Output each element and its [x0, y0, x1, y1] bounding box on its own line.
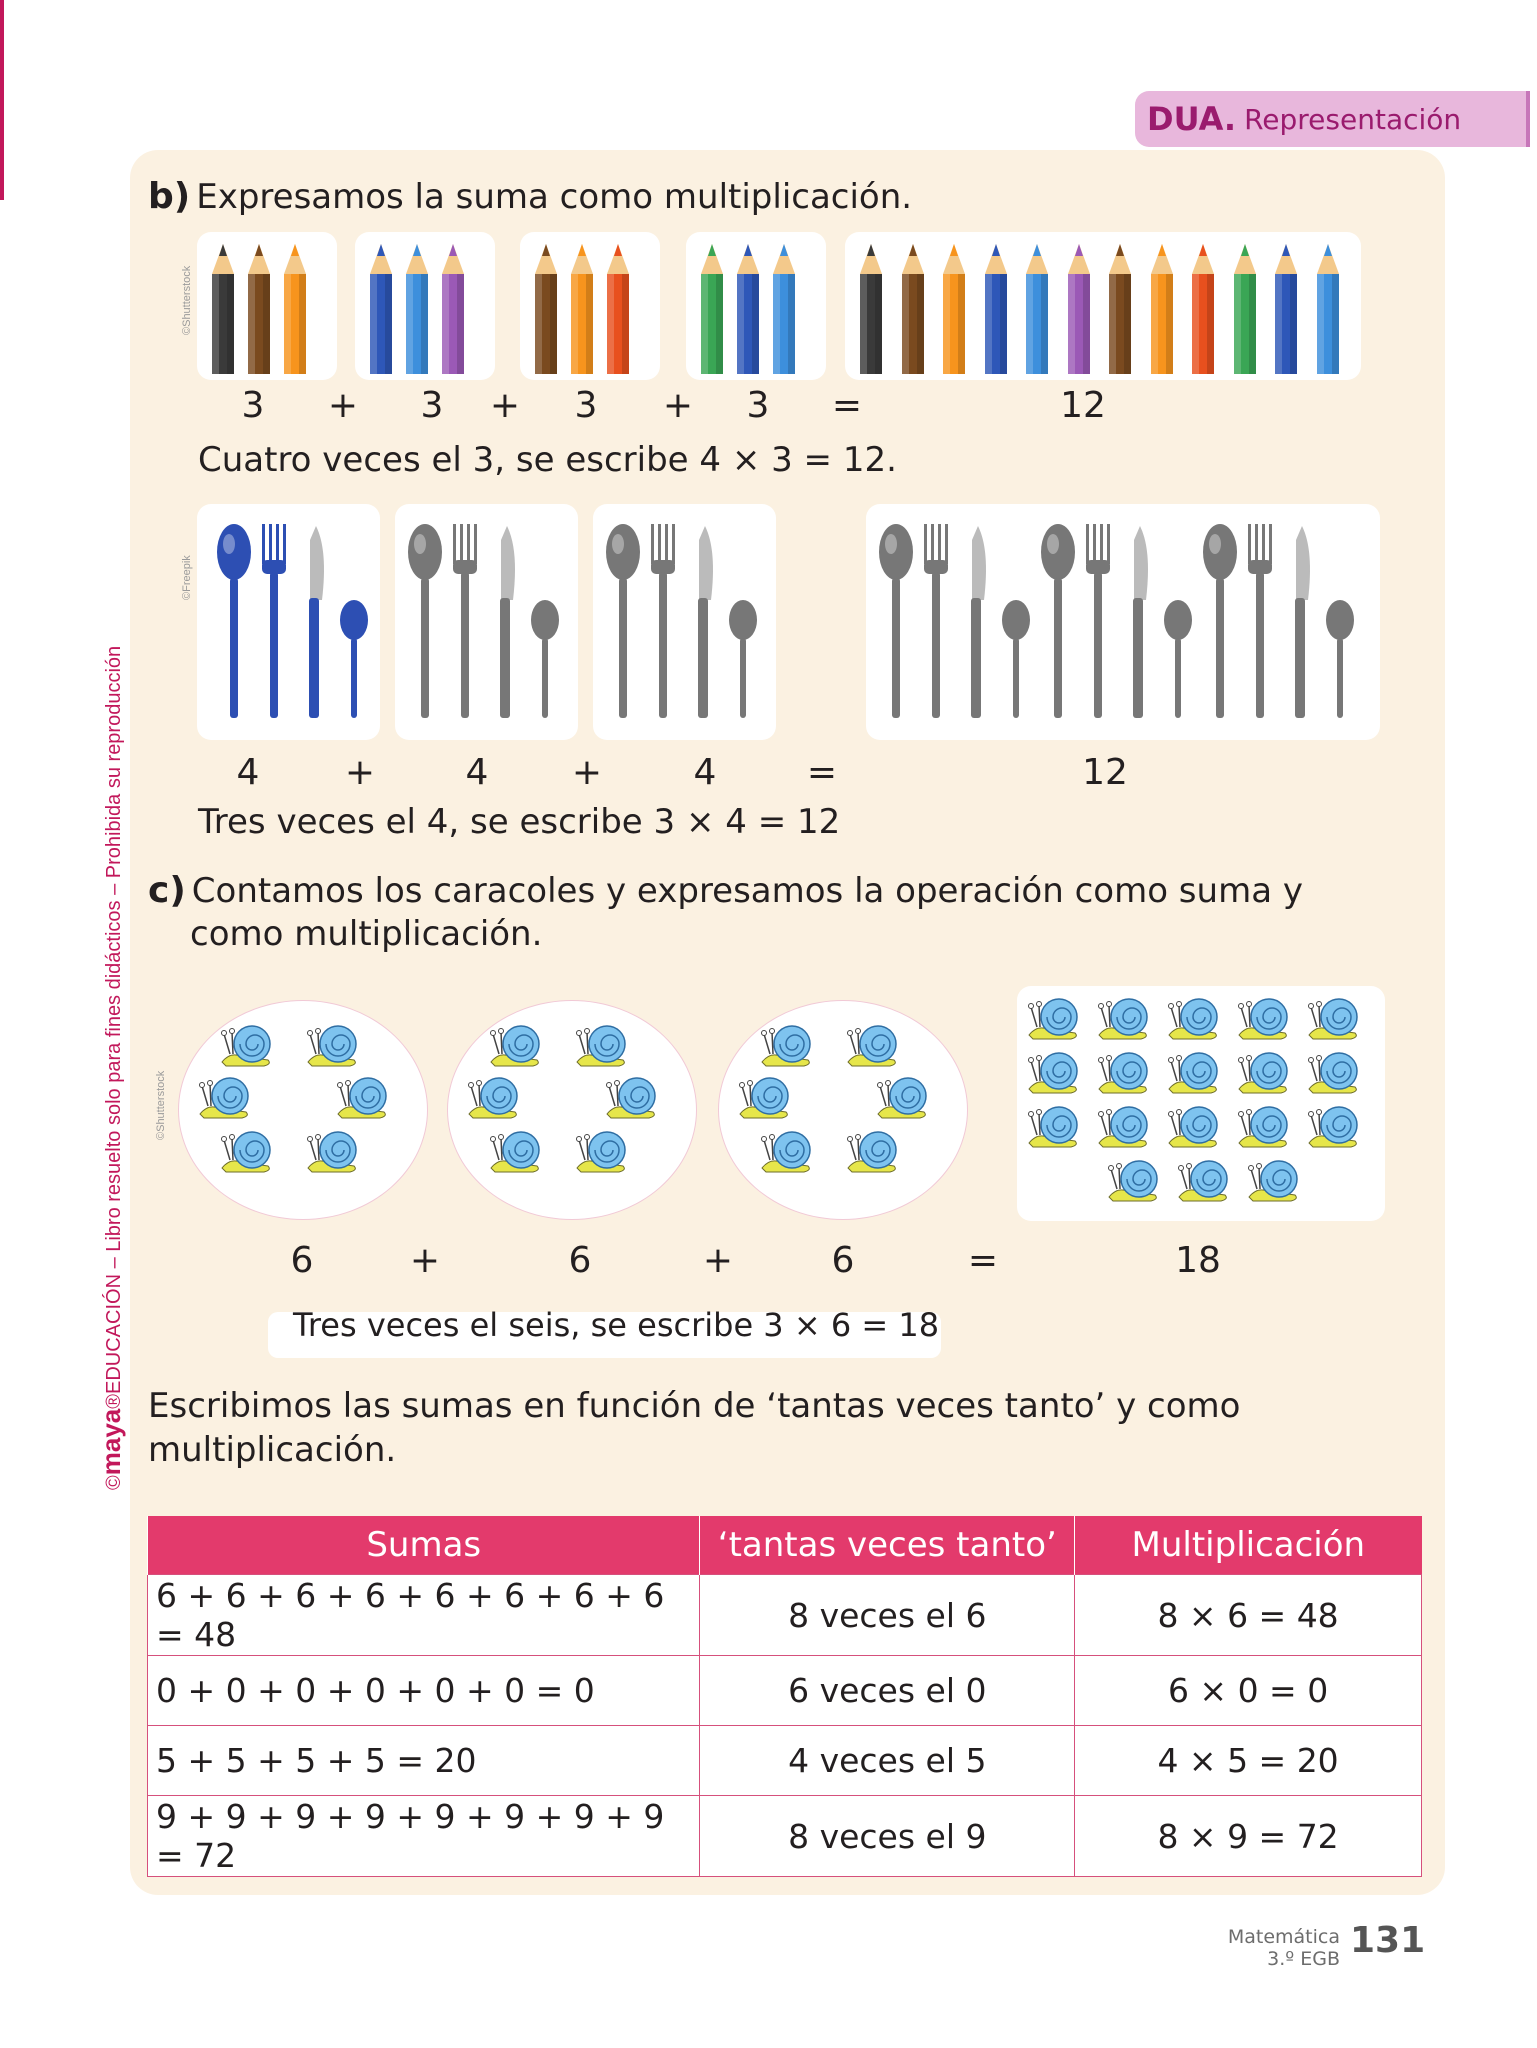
spoon-icon	[996, 520, 1036, 724]
pencil-icon	[980, 234, 1012, 382]
snail-icon	[1247, 1157, 1301, 1203]
pencil-eq-4: 3	[574, 385, 598, 426]
cell-multiplicacion: 6 × 0 = 0	[1075, 1656, 1422, 1726]
dua-badge	[1135, 91, 1530, 147]
cell-veces: 6 veces el 0	[700, 1656, 1075, 1726]
fork-icon	[643, 520, 683, 724]
knife-icon	[485, 520, 525, 724]
snail-icon	[1167, 1103, 1221, 1149]
fork-icon	[254, 520, 294, 724]
pencil-icon	[897, 234, 929, 382]
side-copyright-text	[96, 646, 127, 1490]
snail-icon	[1167, 995, 1221, 1041]
pencil-icon	[1270, 234, 1302, 382]
cutlery-eq-2: 4	[465, 752, 489, 793]
header-sumas: Sumas	[148, 1516, 700, 1575]
pencil-icon	[1021, 234, 1053, 382]
side-rest: EDUCACIÓN – Libro resuelto solo para fines didácticos – Prohibida su reproducción	[103, 645, 125, 1394]
cutlery-eq-5: =	[806, 752, 838, 793]
pencil-icon	[279, 234, 311, 382]
pencil-icon	[1146, 234, 1178, 382]
section-b-heading	[148, 176, 912, 217]
snail-icon	[489, 1128, 543, 1174]
dua-badge-stripe	[1526, 91, 1530, 147]
cutlery-eq-3: +	[571, 752, 603, 793]
table-row	[148, 1656, 1422, 1726]
snail-icon	[1027, 1103, 1081, 1149]
page-number: 131	[1350, 1920, 1426, 1961]
knife-icon	[1280, 520, 1320, 724]
pencil-icon	[732, 234, 764, 382]
snail-icon	[1307, 1049, 1361, 1095]
snail-icon	[760, 1128, 814, 1174]
pencil-icon	[1104, 234, 1136, 382]
snail-sentence: Tres veces el seis, se escribe 3 × 6 = 18	[293, 1306, 940, 1344]
snail-icon	[1027, 995, 1081, 1041]
spoon-icon	[876, 520, 916, 724]
cell-suma: 9 + 9 + 9 + 9 + 9 + 9 + 9 + 9 = 72	[148, 1796, 700, 1877]
section-c-label: c)	[148, 870, 186, 911]
cutlery-credit: ©Freepik	[181, 555, 193, 600]
dua-badge-text: Representación	[1244, 102, 1462, 136]
snail-icon	[489, 1022, 543, 1068]
cutlery-eq-0: 4	[236, 752, 260, 793]
footer-grade: 3.º EGB	[1267, 1948, 1340, 1970]
pencil-icon	[566, 234, 598, 382]
snail-icon	[575, 1022, 629, 1068]
pencils-credit: ©Shutterstock	[181, 265, 193, 335]
cell-multiplicacion: 8 × 6 = 48	[1075, 1575, 1422, 1656]
fork-icon	[445, 520, 485, 724]
snail-icon	[1027, 1049, 1081, 1095]
pencil-icon	[768, 234, 800, 382]
snail-icon	[876, 1074, 930, 1120]
cell-suma: 5 + 5 + 5 + 5 = 20	[148, 1726, 700, 1796]
pencil-icon	[1187, 234, 1219, 382]
pencil-icon	[602, 234, 634, 382]
spoon-icon	[405, 520, 445, 724]
multiplication-table	[147, 1516, 1422, 1877]
pencil-icon	[1229, 234, 1261, 382]
instruction-line2: multiplicación.	[148, 1430, 397, 1470]
fork-icon	[1240, 520, 1280, 724]
pencils-sentence: Cuatro veces el 3, se escribe 4 × 3 = 12.	[198, 440, 897, 480]
spoon-icon	[1158, 520, 1198, 724]
pencil-icon	[1312, 234, 1344, 382]
side-brand: maya	[96, 1408, 126, 1476]
pencil-icon	[1063, 234, 1095, 382]
instruction-line1: Escribimos las sumas en función de ‘tantas veces tanto’ y como	[148, 1386, 1241, 1426]
cell-veces: 8 veces el 6	[700, 1575, 1075, 1656]
pencil-eq-7: =	[831, 385, 863, 426]
snail-icon	[220, 1128, 274, 1174]
cutlery-sentence: Tres veces el 4, se escribe 3 × 4 = 12	[198, 802, 841, 842]
side-registered: ®	[103, 1394, 125, 1409]
snail-icon	[1237, 1103, 1291, 1149]
snail-icon	[336, 1074, 390, 1120]
snail-eq-1: +	[409, 1240, 441, 1281]
snail-icon	[306, 1022, 360, 1068]
cell-veces: 8 veces el 9	[700, 1796, 1075, 1877]
pencil-icon	[437, 234, 469, 382]
snail-icon	[1097, 995, 1151, 1041]
snail-icon	[220, 1022, 274, 1068]
spoon-icon	[214, 520, 254, 724]
pencil-icon	[855, 234, 887, 382]
snail-icon	[1177, 1157, 1231, 1203]
pencil-eq-3: +	[489, 385, 521, 426]
cell-multiplicacion: 8 × 9 = 72	[1075, 1796, 1422, 1877]
page-edge-bar	[0, 0, 4, 200]
snail-icon	[605, 1074, 659, 1120]
snail-icon	[846, 1022, 900, 1068]
cell-suma: 6 + 6 + 6 + 6 + 6 + 6 + 6 + 6 = 48	[148, 1575, 700, 1656]
spoon-icon	[1320, 520, 1360, 724]
section-b-label: b)	[148, 176, 191, 217]
snail-icon	[1107, 1157, 1161, 1203]
spoon-icon	[525, 520, 565, 724]
snail-eq-4: 6	[831, 1240, 855, 1281]
pencil-icon	[365, 234, 397, 382]
snail-eq-6: 18	[1175, 1240, 1221, 1281]
knife-icon	[956, 520, 996, 724]
header-tantas-veces: ‘tantas veces tanto’	[700, 1516, 1075, 1575]
section-c-title-line1: Contamos los caracoles y expresamos la operación como suma y	[191, 871, 1303, 911]
section-c-heading	[148, 870, 1303, 911]
spoon-icon	[723, 520, 763, 724]
pencil-icon	[207, 234, 239, 382]
pencil-eq-6: 3	[746, 385, 770, 426]
snail-icon	[575, 1128, 629, 1174]
pencil-eq-0: 3	[241, 385, 265, 426]
table-row	[148, 1796, 1422, 1877]
spoon-icon	[603, 520, 643, 724]
snail-icon	[198, 1074, 252, 1120]
snail-eq-5: =	[967, 1240, 999, 1281]
pencil-eq-2: 3	[420, 385, 444, 426]
snail-icon	[1097, 1049, 1151, 1095]
cell-suma: 0 + 0 + 0 + 0 + 0 + 0 = 0	[148, 1656, 700, 1726]
snail-icon	[1307, 995, 1361, 1041]
snail-icon	[738, 1074, 792, 1120]
pencil-icon	[696, 234, 728, 382]
table-header-row	[148, 1516, 1422, 1575]
snail-icon	[846, 1128, 900, 1174]
fork-icon	[916, 520, 956, 724]
snail-icon	[467, 1074, 521, 1120]
spoon-icon	[1038, 520, 1078, 724]
snail-icon	[1307, 1103, 1361, 1149]
dua-badge-strong: DUA.	[1147, 100, 1237, 138]
fork-icon	[1078, 520, 1118, 724]
header-multiplicacion: Multiplicación	[1075, 1516, 1422, 1575]
cell-veces: 4 veces el 5	[700, 1726, 1075, 1796]
table-row	[148, 1575, 1422, 1656]
pencil-icon	[938, 234, 970, 382]
snail-icon	[306, 1128, 360, 1174]
snail-icon	[1167, 1049, 1221, 1095]
pencil-eq-1: +	[327, 385, 359, 426]
spoon-icon	[334, 520, 374, 724]
knife-icon	[1118, 520, 1158, 724]
spoon-icon	[1200, 520, 1240, 724]
pencil-eq-5: +	[662, 385, 694, 426]
knife-icon	[683, 520, 723, 724]
pencil-eq-8: 12	[1060, 385, 1106, 426]
side-copyright-symbol: ©	[103, 1475, 125, 1490]
snail-icon	[1237, 1049, 1291, 1095]
cutlery-eq-6: 12	[1082, 752, 1128, 793]
cell-multiplicacion: 4 × 5 = 20	[1075, 1726, 1422, 1796]
snail-icon	[1097, 1103, 1151, 1149]
section-b-title: Expresamos la suma como multiplicación.	[196, 177, 913, 217]
pencil-icon	[243, 234, 275, 382]
table-row	[148, 1726, 1422, 1796]
pencil-icon	[530, 234, 562, 382]
footer-subject: Matemática	[1227, 1926, 1340, 1948]
knife-icon	[294, 520, 334, 724]
snail-icon	[1237, 995, 1291, 1041]
cutlery-eq-1: +	[344, 752, 376, 793]
cutlery-eq-4: 4	[693, 752, 717, 793]
snail-eq-3: +	[702, 1240, 734, 1281]
section-c-title-line2: como multiplicación.	[190, 914, 543, 954]
snails-credit: ©Shutterstock	[155, 1070, 167, 1140]
snail-eq-2: 6	[568, 1240, 592, 1281]
pencil-icon	[401, 234, 433, 382]
snail-icon	[760, 1022, 814, 1068]
snail-eq-0: 6	[290, 1240, 314, 1281]
